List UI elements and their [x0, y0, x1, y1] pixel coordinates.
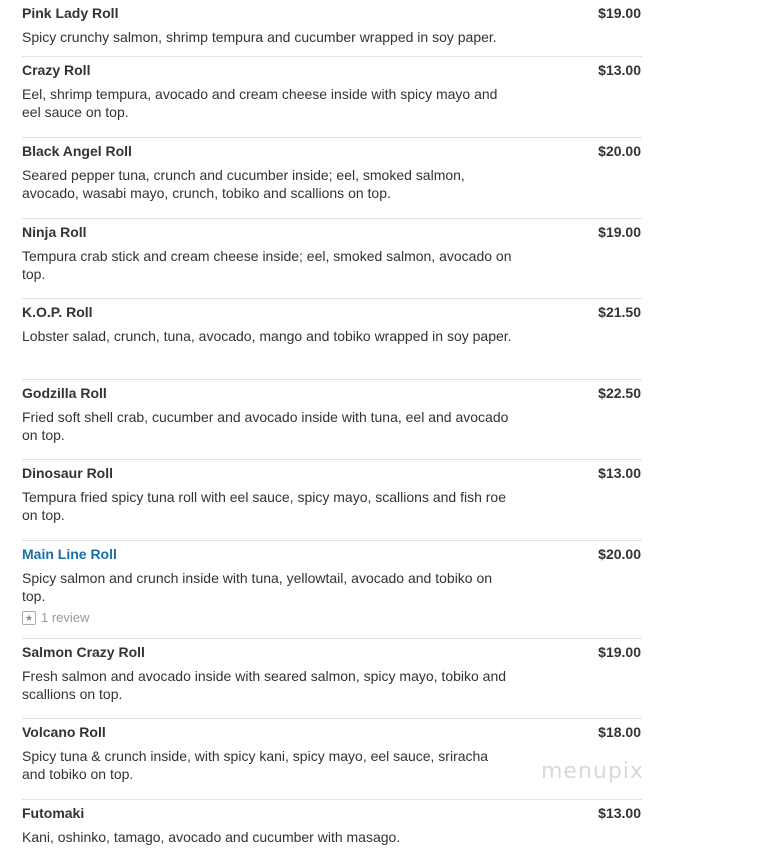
item-price: $22.50: [598, 385, 641, 401]
menu-item: [22, 460, 642, 541]
item-name: Pink Lady Roll: [22, 5, 119, 21]
item-description: Tempura fried spicy tuna roll with eel sauce, spicy mayo, scallions and fish roe on top.: [22, 489, 506, 523]
item-name: Futomaki: [22, 805, 85, 821]
item-price: $20.00: [598, 143, 641, 159]
item-description: Fresh salmon and avocado inside with seared salmon, spicy mayo, tobiko and scallions on top.: [22, 668, 507, 702]
item-name: Black Angel Roll: [22, 143, 132, 159]
item-price: $19.00: [598, 644, 641, 660]
item-name: Ninja Roll: [22, 224, 87, 240]
item-description: Eel, shrimp tempura, avocado and cream cheese inside with spicy mayo and eel sauce on top.: [22, 86, 498, 120]
item-description: Spicy salmon and crunch inside with tuna, yellowtail, avocado and tobiko on top.: [22, 570, 493, 604]
menu-item: [22, 380, 642, 460]
item-price: $13.00: [598, 465, 641, 481]
item-price: $21.50: [598, 304, 641, 320]
star-icon: ★: [22, 611, 36, 625]
menu-item: [22, 57, 642, 138]
item-name: Dinosaur Roll: [22, 465, 114, 481]
review-count: 1 review: [41, 610, 90, 625]
menu-item: [22, 541, 642, 639]
menu-item: [22, 639, 642, 719]
menu-item: [22, 299, 642, 380]
item-name: K.O.P. Roll: [22, 304, 93, 320]
item-description: Spicy crunchy salmon, shrimp tempura and cucumber wrapped in soy paper.: [22, 29, 497, 45]
item-price: $13.00: [598, 805, 641, 821]
menu-item: [22, 219, 642, 299]
item-name: Crazy Roll: [22, 62, 91, 78]
item-price: $19.00: [598, 224, 641, 240]
item-description: Tempura crab stick and cream cheese inside; eel, smoked salmon, avocado on top.: [22, 248, 512, 282]
item-description: Lobster salad, crunch, tuna, avocado, mango and tobiko wrapped in soy paper.: [22, 328, 512, 344]
menu-item: [22, 800, 642, 855]
item-price: $13.00: [598, 62, 641, 78]
item-name-link[interactable]: Main Line Roll: [22, 546, 117, 562]
item-description: Spicy tuna & crunch inside, with spicy kani, spicy mayo, eel sauce, sriracha and tobiko on top.: [22, 748, 489, 782]
item-description: Fried soft shell crab, cucumber and avocado inside with tuna, eel and avocado on top.: [22, 409, 509, 443]
item-description: Kani, oshinko, tamago, avocado and cucumber with masago.: [22, 829, 401, 845]
item-price: $20.00: [598, 546, 641, 562]
menu-item: [22, 138, 642, 219]
menu-list: [22, 0, 642, 855]
menu-item: [22, 0, 642, 57]
item-description: Seared pepper tuna, crunch and cucumber inside; eel, smoked salmon, avocado, wasabi mayo, crunch, tobiko and scallions on top.: [22, 167, 465, 201]
item-price: $19.00: [598, 5, 641, 21]
item-name: Salmon Crazy Roll: [22, 644, 145, 660]
item-name: Godzilla Roll: [22, 385, 107, 401]
item-name: Volcano Roll: [22, 724, 106, 740]
item-price: $18.00: [598, 724, 641, 740]
review-link[interactable]: [22, 610, 642, 626]
watermark-logo: menupix: [541, 759, 644, 784]
